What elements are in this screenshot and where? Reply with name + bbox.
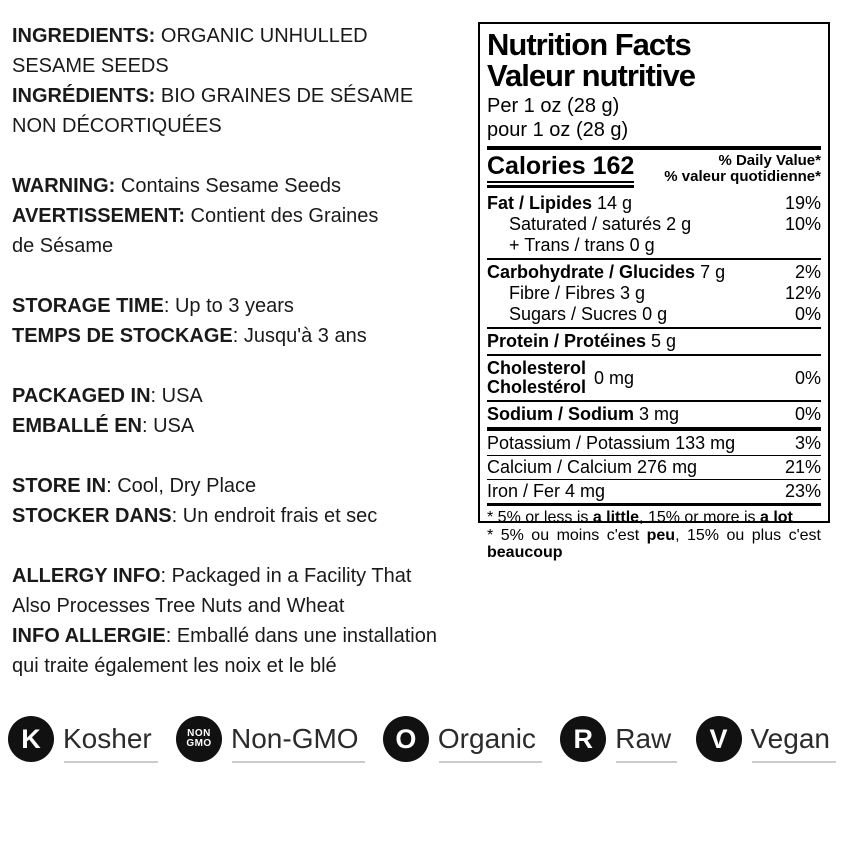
rule (487, 327, 821, 329)
packaged-in-label-en: PACKAGED IN (12, 385, 151, 407)
cholesterol-name-fr: Cholestérol (487, 377, 587, 397)
daily-value-header-en: % Daily Value* (718, 152, 821, 169)
organic-label: Organic (437, 723, 536, 754)
carbohydrate-row: Carbohydrate / Glucides 7 g 2% (487, 262, 821, 282)
allergy-line-en-2: Also Processes Tree Nuts and Wheat (12, 595, 345, 617)
store-in-line-fr: STOCKER DANS: Un endroit frais et sec (12, 505, 378, 527)
sugars-row: Sugars / Sucres 0 g 0% (509, 304, 821, 324)
storage-time-section (12, 291, 474, 351)
ingredients-line-en-2: SESAME SEEDS (12, 55, 169, 77)
daily-value-header (664, 153, 821, 185)
non-gmo-icon: NON GMO (176, 716, 222, 762)
serving-size-en: Per 1 oz (28 g) (487, 95, 620, 117)
organic-badge (383, 716, 536, 762)
calories-row (487, 153, 821, 185)
store-in-section (12, 471, 474, 531)
daily-value-header-fr: % valeur quotidienne* (664, 168, 821, 185)
kosher-label: Kosher (63, 723, 152, 754)
raw-label: Raw (615, 723, 672, 754)
allergy-line-fr: INFO ALLERGIE: Emballé dans une installation (12, 625, 437, 647)
kosher-badge (8, 716, 152, 762)
storage-time-label-fr: TEMPS DE STOCKAGE (12, 325, 233, 347)
cholesterol-row: Cholesterol Cholestérol 0 mg 0% (487, 358, 821, 397)
vegan-badge (696, 716, 830, 762)
calcium-row: Calcium / Calcium 276 mg 21% (487, 457, 821, 477)
vegan-label: Vegan (750, 723, 830, 754)
nutrient-rows (487, 193, 821, 562)
nutrition-facts-title-en: Nutrition Facts (487, 27, 691, 62)
ingredients-line-fr (12, 81, 474, 111)
ingredients-line-en (12, 21, 474, 51)
allergy-label-en: ALLERGY INFO (12, 565, 161, 587)
potassium-row: Potassium / Potassium 133 mg 3% (487, 433, 821, 453)
store-in-line-en: STORE IN: Cool, Dry Place (12, 475, 257, 497)
kosher-icon: K (8, 716, 54, 762)
saturated-fat-row: Saturated / saturés 2 g 10% (509, 214, 821, 234)
protein-row: Protein / Protéines 5 g (487, 331, 677, 351)
cholesterol-name-en: Cholesterol (487, 358, 587, 378)
product-info-column (12, 21, 474, 711)
storage-time-label-en: STORAGE TIME (12, 295, 164, 317)
ingredients-value-fr: BIO GRAINES DE SÉSAME (155, 85, 414, 107)
packaged-in-line-fr: EMBALLÉ EN: USA (12, 415, 195, 437)
thin-rule (487, 479, 821, 480)
allergy-info-section (12, 561, 474, 681)
warning-label-en: WARNING: (12, 175, 116, 197)
packaged-in-label-fr: EMBALLÉ EN (12, 415, 142, 437)
store-in-label-en: STORE IN (12, 475, 107, 497)
vegan-icon: V (696, 716, 742, 762)
nutrition-facts-title-fr: Valeur nutritive (487, 58, 695, 93)
serving-size-fr: pour 1 oz (28 g) (487, 119, 629, 141)
fibre-row: Fibre / Fibres 3 g 12% (509, 283, 821, 303)
ingredients-line-fr-2: NON DÉCORTIQUÉES (12, 115, 222, 137)
storage-time-line-fr: TEMPS DE STOCKAGE: Jusqu'à 3 ans (12, 325, 367, 347)
thin-rule (487, 455, 821, 456)
warning-section (12, 171, 474, 261)
allergy-label-fr: INFO ALLERGIE (12, 625, 166, 647)
ingredients-section (12, 21, 474, 141)
packaged-in-line-en: PACKAGED IN: USA (12, 385, 203, 407)
rule (487, 258, 821, 260)
store-in-label-fr: STOCKER DANS (12, 505, 172, 527)
sodium-row: Sodium / Sodium 3 mg 0% (487, 404, 821, 424)
thick-rule (487, 427, 821, 431)
calories-value: Calories 162 (487, 153, 634, 183)
daily-value-footnote (487, 503, 821, 562)
certification-badges (8, 716, 830, 762)
allergy-line-fr-2: qui traite également les noix et le blé (12, 655, 337, 677)
footnote-fr: * 5% ou moins c'est peu, 15% ou plus c'est beaucoup (487, 526, 822, 561)
rule (487, 400, 821, 402)
non-gmo-label: Non-GMO (231, 723, 359, 754)
packaged-in-section (12, 381, 474, 441)
footnote-en: * 5% or less is a little, 15% or more is a lot (487, 509, 793, 526)
allergy-line-en: ALLERGY INFO: Packaged in a Facility That (12, 565, 412, 587)
ingredients-value-en: ORGANIC UNHULLED (155, 25, 368, 47)
ingredients-label-en: INGREDIENTS: (12, 25, 156, 47)
non-gmo-badge (176, 716, 359, 762)
rule (487, 354, 821, 356)
trans-fat-row: + Trans / trans 0 g (509, 235, 655, 255)
nutrition-facts-panel (478, 22, 830, 561)
raw-badge (560, 716, 671, 762)
warning-label-fr: AVERTISSEMENT: (12, 205, 185, 227)
thick-rule (487, 146, 821, 150)
ingredients-label-fr: INGRÉDIENTS: (12, 85, 156, 107)
warning-line-fr-2: de Sésame (12, 235, 114, 257)
iron-row: Iron / Fer 4 mg 23% (487, 481, 821, 501)
fat-row: Fat / Lipides 14 g 19% (487, 193, 821, 213)
warning-line-fr: AVERTISSEMENT: Contient des Graines (12, 205, 379, 227)
organic-icon: O (383, 716, 429, 762)
raw-icon: R (560, 716, 606, 762)
warning-line-en: WARNING: Contains Sesame Seeds (12, 175, 342, 197)
storage-time-line-en: STORAGE TIME: Up to 3 years (12, 295, 294, 317)
